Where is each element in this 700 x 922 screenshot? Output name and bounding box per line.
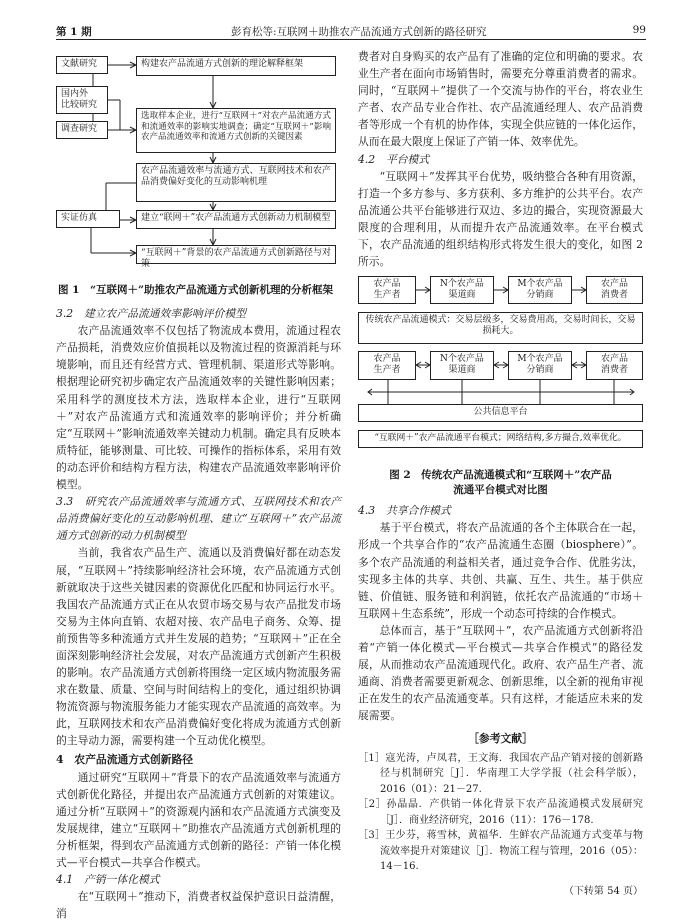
section-4-2-heading: 4.2 平台模式: [358, 152, 430, 166]
continued-note: （下转第 54 页）: [563, 885, 643, 897]
reference-2: ［2］孙晶晶．产供销一体化背景下农产品流通模式发展研究［J］．商业经济研究，2016（11）：176－178.: [358, 799, 643, 826]
box-innovation-path: “互联网＋”背景的农产品流通方式创新路径与对策: [136, 245, 336, 264]
f2-producer-1: 农产品 生产者: [358, 276, 416, 304]
figure-1: [56, 48, 341, 278]
section-4-3-heading: 4.3 共享合作模式: [358, 504, 451, 518]
box-theory-framework: 构建农产品流通方式创新的理论解释框架: [136, 56, 336, 76]
f2-consumer-1: 农产品 消费者: [586, 276, 643, 304]
box-empirical-simulation: 实证仿真: [56, 210, 120, 228]
f2-distributor-2: M个农产品 分销商: [508, 351, 572, 380]
f2-distributor-1: M个农产品 分销商: [508, 276, 572, 304]
f2-channel-2: N个农产品 渠道商: [430, 351, 494, 380]
figure-2-caption-line-2: 流通平台模式对比图: [453, 484, 548, 497]
reference-1: ［1］寇光涛，卢凤君，王文海．我国农产品产销对接的创新路径与机制研究［J］．华南理工大学学报（社会科学版），2016（01）：21－27.: [358, 752, 643, 795]
section-4-3-paragraph-2: 总体而言，基于“互联网＋”，农产品流通方式创新将沿着“产销一体化模式—平台模式—共享合作模式”的路径发展，从而推动农产品流通现代化。政府、农产品生产者、流通商、消费者需要更新观念、创新思维，以全新的视角审视正在发生的农产品流通变革。只有这样，才能适应未来的发展需要。: [358, 623, 643, 723]
page-header: [56, 22, 646, 40]
section-3-3-paragraph: 当前，我省农产品生产、流通以及消费偏好都在动态发展，“互联网＋”持续影响经济社会环境，农产品流通方式创新就取决于这些关键因素的资源优化匹配和协同运行水平。我国农产品流通方式正在从农贸市场交易与农产品批发市场交易为主体向直销、农超对接、农产品电子商务、众筹、提前预售等多种流通方式并生发展的趋势；“互联网＋”正在全面深刻影响经济社会发展，对农产品流通方式创新产生积极的影响。农产品流通方式创新将围绕一定区域内物流服务需求在数量、质量、空间与时间结构上的变化，通过组织协调物流资源与物流服务能力才能实现农产品流通的高效率。为此，互联网技术和农产品消费偏好变化将成为流通方式创新的主导动力源，需要构建一个互动优化模型。: [56, 546, 341, 748]
box-dynamic-model: 建立“联网＋”农产品流通方式创新动力机制模型: [136, 210, 336, 229]
right-column: [358, 48, 643, 900]
section-4-2-paragraph: “互联网＋”发挥其平台优势，吸纳整合各种有用资源，打造一个多方参与、多方获利、多方维护的公共平台。农产品流通公共平台能够进行双边、多边的撮合，实现资源最大限度的合理利用，从而提升农产品流通效率。在平台模式下，农产品流通的组织结构形式将发生很大的变化，如图 2 所示。: [358, 169, 643, 269]
running-title: 彭育松等:互联网＋助推农产品流通方式创新的路径研究: [231, 26, 487, 38]
page-number: 99: [632, 24, 646, 36]
references-heading: ［参考文献］: [468, 732, 533, 746]
figure-2-caption: [358, 468, 643, 498]
reference-3: ［3］王少芬，蒋雪林，黄福华．生鲜农产品流通方式变革与物流效率提升对策建议［J］．物流工程与管理，2016（05）：14－16.: [358, 830, 643, 873]
f2-public-platform: 公共信息平台: [358, 404, 643, 422]
f2-consumer-2: 农产品 消费者: [586, 351, 643, 380]
section-3-2-heading: 3.2 建立农产品流通效率影响评价模型: [56, 307, 246, 321]
figure-2: [358, 276, 643, 464]
f2-producer-2: 农产品 生产者: [358, 351, 416, 380]
section-3-3-heading: 3.3 研究农产品流通效率与流通方式、互联网技术和农产品消费偏好变化的互动影响机理、建立“互联网＋”农产品流通方式创新的动力机制模型: [56, 495, 341, 543]
section-4-heading: 4 农产品流通方式创新路径: [56, 752, 194, 766]
section-4-paragraph: 通过研究“互联网＋”背景下的农产品流通效率与流通方式创新优化路径，并提出农产品流通方式创新的对策建议。通过分析“互联网＋”的资源观内涵和农产品流通方式演变及发展规律，建立“互联网＋”助推农产品流通方式创新机理的分析框架，得到农产品流通方式创新的路径：产销一体化模式—平台模式—共享合作模式。: [56, 770, 341, 870]
f2-channel-1: N个农产品 渠道商: [430, 276, 494, 304]
f2-platform-note: “互联网＋”农产品流通平台模式；网络结构,多方撮合,效率优化。: [358, 430, 643, 448]
box-sample-survey: 选取样本企业，进行“互联网＋”对农产品流通方式和流通效率的影响实地调查；确定“互联网＋”影响农产品流通效率和流通方式创新的关键因素: [136, 108, 336, 153]
left-column: [56, 48, 341, 922]
issue-number: 第 1 期: [56, 26, 92, 38]
box-survey-research: 调查研究: [56, 121, 108, 139]
section-4-3-paragraph-1: 基于平台模式，将农产品流通的各个主体联合在一起，形成一个共享合作的“农产品流通生态圈（biosphere）”。多个农产品流通的利益相关者，通过竞争合作、优胜劣汰，实现多主体的共享、共创、共赢、互生、共生。基于供应链、价值链、服务链和利润链，依托农产品流通的“市场＋互联网＋生态系统”，形成一个动态可持续的合作模式。: [358, 521, 643, 620]
box-interaction-mechanism: 农产品流通效率与流通方式、互联网技术和农产品消费偏好变化的互动影响机理: [136, 163, 336, 202]
box-comparative-research: 国内外 比较研究: [56, 86, 108, 114]
section-4-1-paragraph: 在“互联网＋”推动下，消费者权益保护意识日益清醒，消: [56, 890, 341, 921]
section-4-1-heading: 4.1 产销一体化模式: [56, 873, 160, 887]
f2-traditional-note: 传统农产品流通模式：交易层级多，交易费用高，交易时间长，交易损耗大。: [358, 312, 643, 344]
figure-1-caption: 图 1 “互联网＋”助推农产品流通方式创新机理的分析框架: [58, 284, 334, 296]
section-3-2-paragraph: 农产品流通效率不仅包括了物流成本费用，流通过程农产品损耗，消费效应价值损耗以及物流过程的资源消耗与环境影响，而且还有经营方式、管理机制、渠道形式等影响。根据理论研究初步确定农产品流通效率的关键性影响因素；采用科学的测度技术方法，选取样本企业，进行“互联网＋”对农产品流通方式和流通效率的影响评价；并分析确定“互联网＋”影响流通效率关键动力机制。确定具有反映本质特征，能够测量、可比较、可操作的指标体系，采用有效的动态评价和结构方程方法，构建农产品流通效率影响评价模型。: [56, 324, 341, 492]
section-4-1-continued: 费者对自身购买的农产品有了准确的定位和明确的要求。农业生产者在面向市场销售时，需要充分尊重消费者的需求。同时，“互联网＋”提供了一个交流与协作的平台，将农业生产者、农产品专业合作社、农产品流通经理人、农产品消费者等形成一个有机的协作体，实现全供应链的一体化运作，从而在最大限度上保证了产销一体、效率优先。: [358, 50, 643, 149]
box-literature-research: 文献研究: [56, 56, 108, 74]
figure-2-caption-line-1: 图 2 传统农产品流通模式和“互联网＋”农产品: [389, 469, 612, 482]
